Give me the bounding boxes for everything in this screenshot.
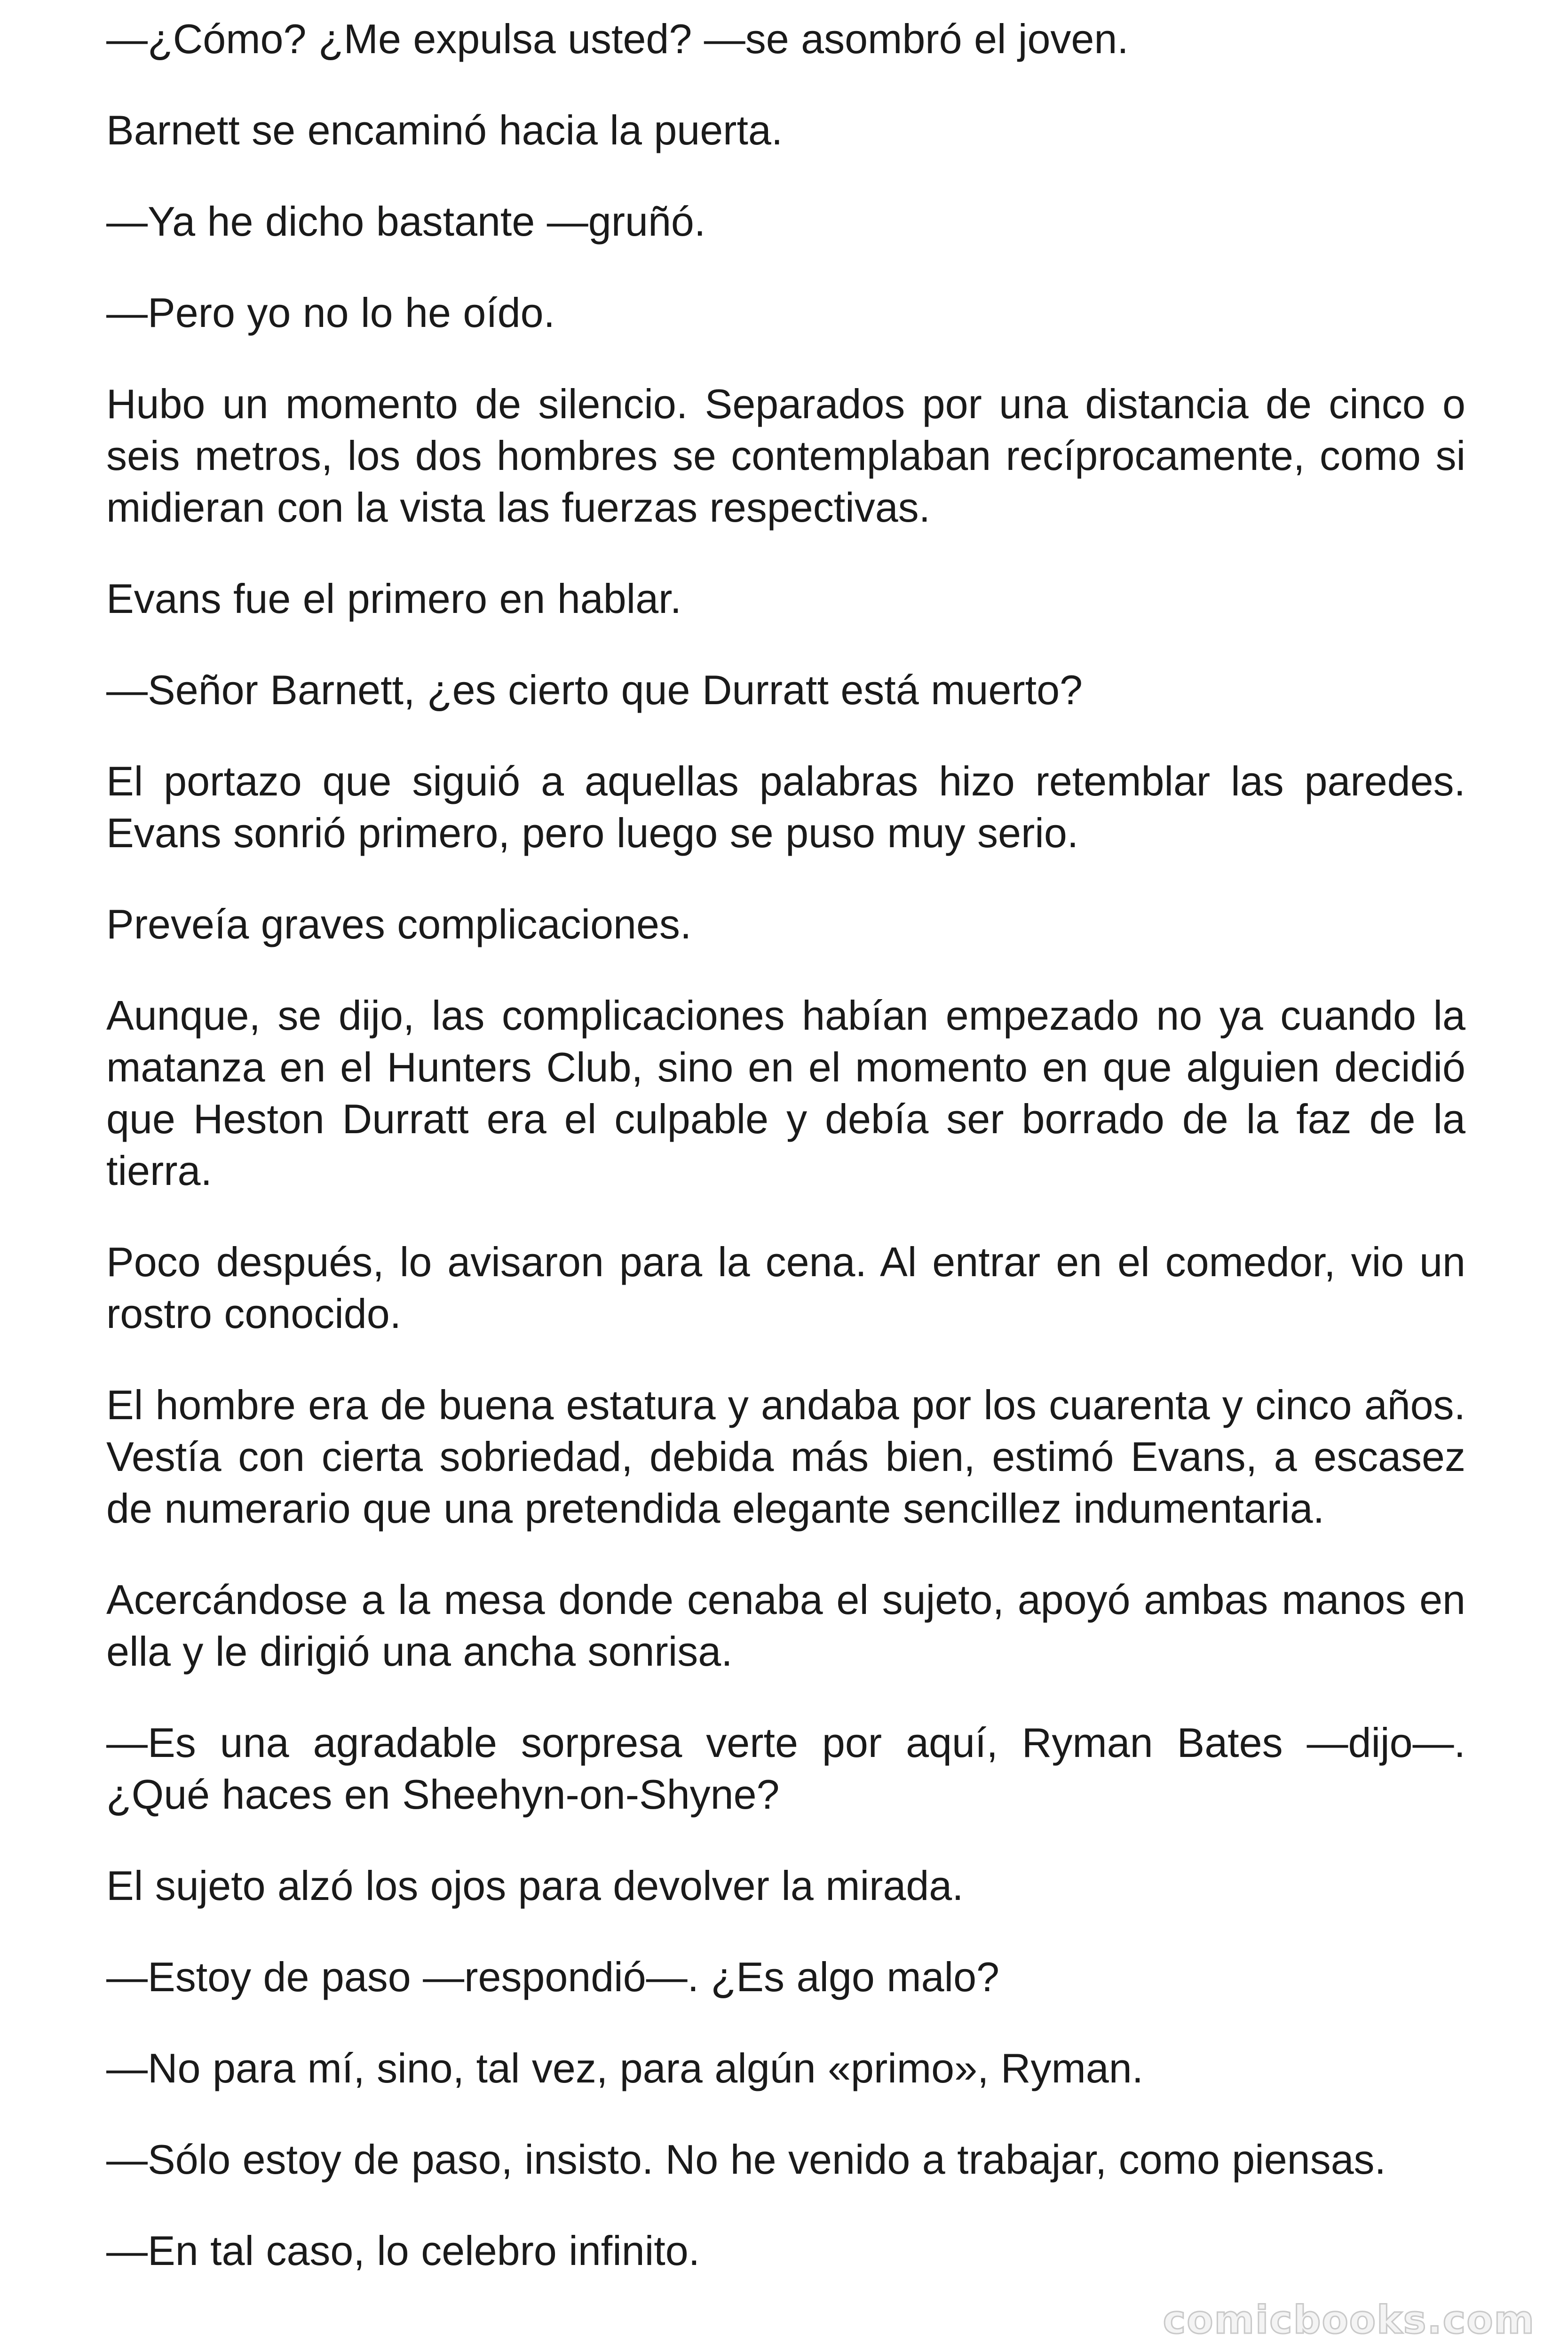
paragraph: —Estoy de paso —respondió—. ¿Es algo malo? xyxy=(106,1954,999,2000)
watermark: comicbooks.com xyxy=(1163,2298,1535,2343)
body-text xyxy=(106,13,1465,2316)
paragraph: El hombre era de buena estatura y andaba por los cuarenta y cinco años. Vestía con cierta sobriedad, debida más bien, estimó Evans, a escasez de numerario que una pretendida elegante sencillez indumentaria. xyxy=(106,1382,1465,1532)
paragraph: —Pero yo no lo he oído. xyxy=(106,289,555,336)
paragraph: Hubo un momento de silencio. Separados por una distancia de cinco o seis metros, los dos hombres se contemplaban recíprocamente, como si midieran con la vista las fuerzas respectivas. xyxy=(106,381,1465,531)
paragraph: Acercándose a la mesa donde cenaba el sujeto, apoyó ambas manos en ella y le dirigió una ancha sonrisa. xyxy=(106,1576,1465,1675)
paragraph: Aunque, se dijo, las complicaciones habían empezado no ya cuando la matanza en el Hunters Club, sino en el momento en que alguien decidió que Heston Durratt era el culpable y debía ser borrado de la faz de la tierra. xyxy=(106,992,1465,1194)
paragraph: —Sólo estoy de paso, insisto. No he venido a trabajar, como piensas. xyxy=(106,2136,1386,2183)
paragraph: Preveía graves complicaciones. xyxy=(106,901,692,947)
paragraph: —En tal caso, lo celebro infinito. xyxy=(106,2227,700,2274)
paragraph: —¿Cómo? ¿Me expulsa usted? —se asombró el joven. xyxy=(106,16,1129,62)
paragraph: —Señor Barnett, ¿es cierto que Durratt está muerto? xyxy=(106,667,1083,713)
paragraph: —No para mí, sino, tal vez, para algún «primo», Ryman. xyxy=(106,2045,1144,2091)
paragraph: El sujeto alzó los ojos para devolver la mirada. xyxy=(106,1862,964,1909)
paragraph: El portazo que siguió a aquellas palabras hizo retemblar las paredes. Evans sonrió primero, pero luego se puso muy serio. xyxy=(106,758,1465,856)
paragraph: Evans fue el primero en hablar. xyxy=(106,575,682,622)
paragraph: —Es una agradable sorpresa verte por aquí, Ryman Bates —dijo—. ¿Qué haces en Sheehyn-on-Shyne? xyxy=(106,1719,1465,1818)
paragraph: Poco después, lo avisaron para la cena. Al entrar en el comedor, vio un rostro conocido. xyxy=(106,1239,1465,1337)
paragraph: —Ya he dicho bastante —gruñó. xyxy=(106,198,706,245)
paragraph: Barnett se encaminó hacia la puerta. xyxy=(106,107,783,153)
